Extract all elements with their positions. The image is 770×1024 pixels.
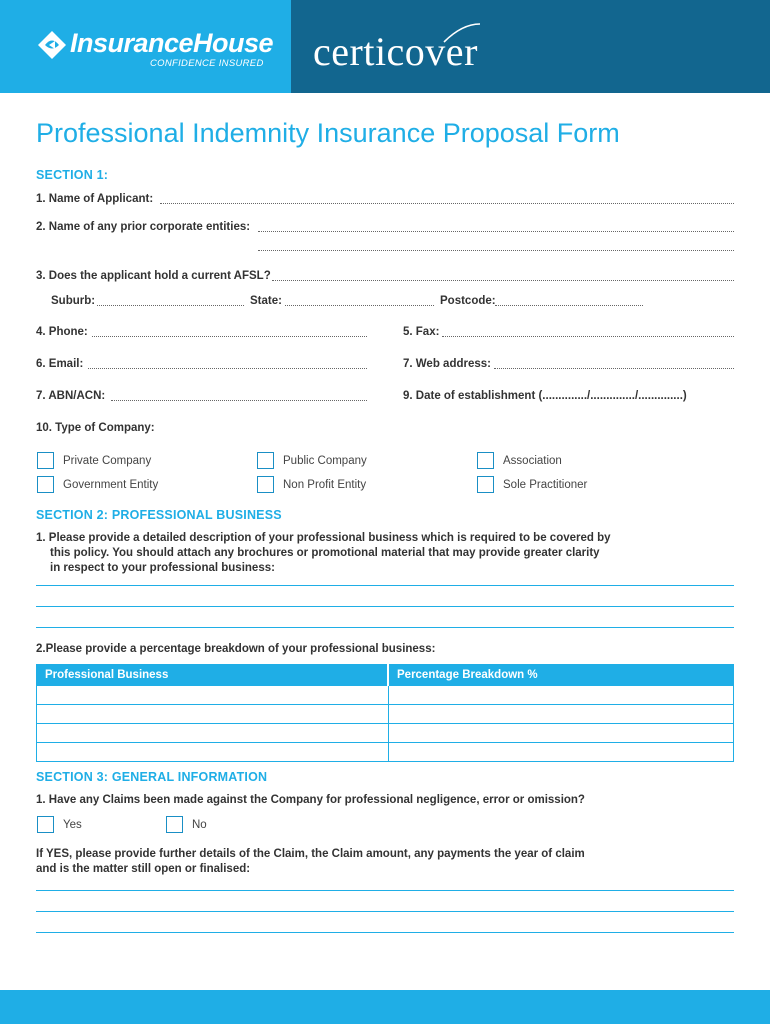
yes-checkbox[interactable]	[37, 816, 54, 833]
no-label: No	[192, 819, 207, 831]
non-profit-entity-label: Non Profit Entity	[283, 479, 367, 491]
government-entity-checkbox[interactable]	[37, 476, 54, 493]
suburb-field[interactable]	[97, 305, 244, 306]
s2-q1-line: this policy. You should attach any brochures or promotional material that may provide greater clarity	[50, 547, 600, 559]
section2-heading: SECTION 2: PROFESSIONAL BUSINESS	[36, 508, 282, 522]
q7b-label: 7. ABN/ACN:	[36, 390, 106, 402]
insurancehouse-tagline: CONFIDENCE INSURED	[150, 58, 264, 69]
web-address-field[interactable]	[494, 368, 734, 369]
no-checkbox[interactable]	[166, 816, 183, 833]
business-breakdown-table	[36, 664, 734, 762]
col-professional-business: Professional Business	[37, 665, 389, 686]
applicant-name-field[interactable]	[160, 203, 734, 204]
claim-details-line[interactable]	[36, 932, 734, 933]
section1-heading: SECTION 1:	[36, 168, 109, 182]
suburb-label: Suburb:	[51, 295, 96, 307]
business-cell[interactable]	[37, 686, 389, 705]
percentage-cell[interactable]	[388, 724, 734, 743]
sole-practitioner-checkbox[interactable]	[477, 476, 494, 493]
table-row	[37, 724, 734, 743]
section3-heading: SECTION 3: GENERAL INFORMATION	[36, 770, 268, 784]
table-row	[37, 686, 734, 705]
business-cell[interactable]	[37, 705, 389, 724]
table-row	[37, 743, 734, 762]
q7a-label: 7. Web address:	[403, 358, 491, 370]
s3-q1-text: 1. Have any Claims been made against the Company for professional negligence, error or omission?	[36, 794, 585, 806]
q1-label: 1. Name of Applicant:	[36, 193, 154, 205]
q10-label: 10. Type of Company:	[36, 422, 155, 434]
abn-field[interactable]	[111, 400, 367, 401]
business-cell[interactable]	[37, 743, 389, 762]
certicover-swoosh-icon	[442, 22, 482, 44]
description-line[interactable]	[36, 606, 734, 607]
s2-q1-text	[36, 531, 611, 576]
percentage-cell[interactable]	[388, 743, 734, 762]
q4-label: 4. Phone:	[36, 326, 88, 338]
public-company-label: Public Company	[283, 455, 367, 467]
fax-field[interactable]	[442, 336, 734, 337]
association-label: Association	[503, 455, 562, 467]
q5-label: 5. Fax:	[403, 326, 440, 338]
q9-date-field[interactable]: 9. Date of establishment (............../............../..............)	[403, 390, 687, 402]
if-yes-line: If YES, please provide further details of the Claim, the Claim amount, any payments the year of claim	[36, 848, 585, 860]
if-yes-line: and is the matter still open or finalised:	[36, 863, 251, 875]
private-company-label: Private Company	[63, 455, 152, 467]
table-row	[37, 705, 734, 724]
claim-details-line[interactable]	[36, 911, 734, 912]
non-profit-entity-checkbox[interactable]	[257, 476, 274, 493]
description-line[interactable]	[36, 627, 734, 628]
state-field[interactable]	[285, 305, 434, 306]
sole-practitioner-label: Sole Practitioner	[503, 479, 588, 491]
q3-label: 3. Does the applicant hold a current AFSL?	[36, 270, 271, 282]
s2-q1-line: 1. Please provide a detailed description of your professional business which is required to be covered by	[36, 532, 611, 544]
email-field[interactable]	[88, 368, 367, 369]
s2-q1-line: in respect to your professional business:	[50, 562, 275, 574]
percentage-cell[interactable]	[388, 686, 734, 705]
prior-entities-field[interactable]	[258, 231, 734, 232]
page-title: Professional Indemnity Insurance Proposal Form	[36, 118, 620, 148]
table-header-row	[37, 665, 734, 686]
phone-field[interactable]	[92, 336, 367, 337]
postcode-label: Postcode:	[440, 295, 496, 307]
claim-details-line[interactable]	[36, 890, 734, 891]
description-line[interactable]	[36, 585, 734, 586]
yes-label: Yes	[63, 819, 82, 831]
government-entity-label: Government Entity	[63, 479, 159, 491]
footer-bar	[0, 990, 770, 1024]
s2-q2-text: 2.Please provide a percentage breakdown of your professional business:	[36, 643, 436, 655]
prior-entities-field-2[interactable]	[258, 250, 734, 251]
if-yes-text	[36, 847, 585, 877]
insurancehouse-emblem-icon	[36, 30, 68, 60]
q6-label: 6. Email:	[36, 358, 84, 370]
certicover-logo: certicover	[313, 29, 478, 74]
business-cell[interactable]	[37, 724, 389, 743]
postcode-field[interactable]	[495, 305, 643, 306]
association-checkbox[interactable]	[477, 452, 494, 469]
state-label: State:	[250, 295, 282, 307]
header-left-banner	[0, 0, 291, 93]
private-company-checkbox[interactable]	[37, 452, 54, 469]
percentage-cell[interactable]	[388, 705, 734, 724]
public-company-checkbox[interactable]	[257, 452, 274, 469]
col-percentage-breakdown: Percentage Breakdown %	[388, 665, 734, 686]
q2-label: 2. Name of any prior corporate entities:	[36, 221, 251, 233]
insurancehouse-name: InsuranceHouse	[70, 28, 274, 58]
afsl-field[interactable]	[272, 280, 734, 281]
